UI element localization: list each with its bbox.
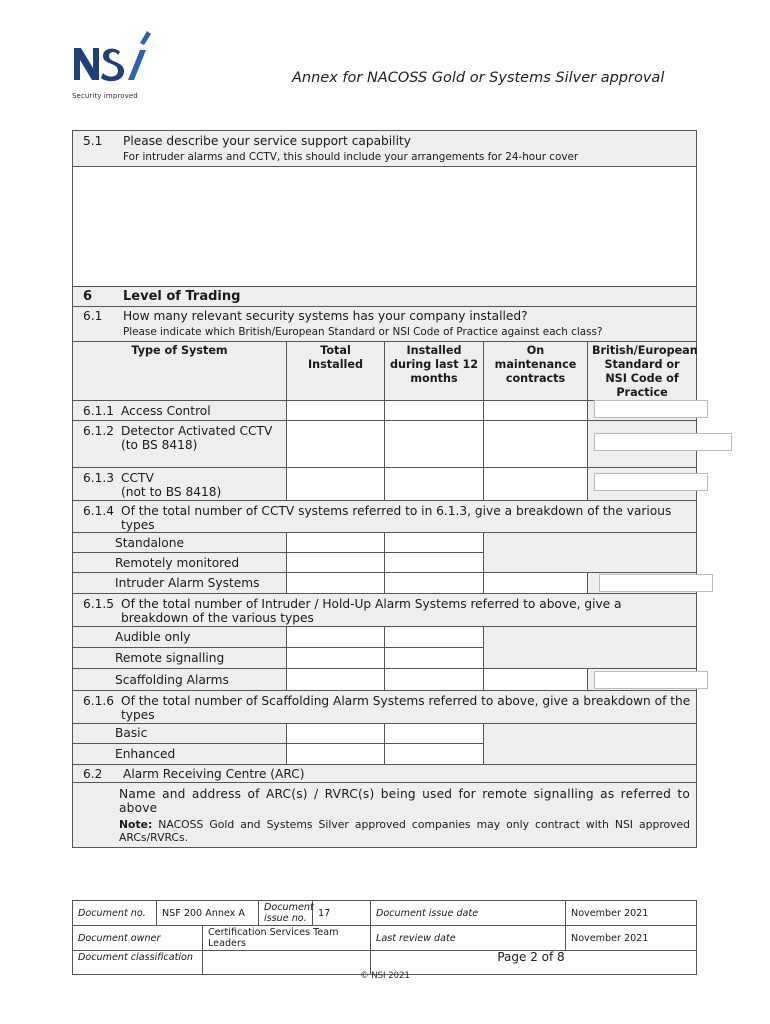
owner-label: Document owner xyxy=(73,926,203,951)
breakdown-label: Enhanced xyxy=(73,744,287,765)
total-installed-input[interactable] xyxy=(287,744,385,765)
blank-cell xyxy=(484,533,697,573)
maintenance-input[interactable] xyxy=(484,573,588,594)
last-12-months-input[interactable] xyxy=(385,401,484,421)
total-installed-input[interactable] xyxy=(287,468,385,501)
annex-title: Annex for NACOSS Gold or Systems Silver approval xyxy=(292,70,665,86)
row-number: 6.1.4 xyxy=(83,504,115,518)
maintenance-input[interactable] xyxy=(484,421,588,468)
maintenance-input[interactable] xyxy=(484,401,588,421)
total-installed-input[interactable] xyxy=(287,421,385,468)
note-label: Note: xyxy=(119,818,153,831)
review-value: November 2021 xyxy=(566,926,697,951)
standard-input-6-1-2[interactable] xyxy=(594,433,732,451)
review-label: Last review date xyxy=(371,926,566,951)
arc-note xyxy=(119,818,690,844)
section-number: 6 xyxy=(83,289,93,304)
standard-input-intruder-alarm[interactable] xyxy=(599,574,713,592)
last-12-months-input[interactable] xyxy=(385,648,484,669)
section-6-row xyxy=(73,287,697,307)
total-installed-input[interactable] xyxy=(287,553,385,573)
total-installed-input[interactable] xyxy=(287,573,385,594)
standard-input-6-1-3[interactable] xyxy=(594,473,708,491)
owner-value: Certification Services Team Leaders xyxy=(203,926,371,951)
section-title: Level of Trading xyxy=(123,289,241,304)
breakdown-label: Remote signalling xyxy=(73,648,287,669)
row-number: 6.1.5 xyxy=(83,597,115,611)
section-6-2-row xyxy=(73,765,697,783)
breakdown-label: Basic xyxy=(73,724,287,744)
standard-input-6-1-1[interactable] xyxy=(594,400,708,418)
last-12-months-input[interactable] xyxy=(385,573,484,594)
breakdown-label: Standalone xyxy=(73,533,287,553)
section-question: Please describe your service support capability xyxy=(123,134,411,148)
row-6-1-5 xyxy=(73,594,697,627)
breakdown-row xyxy=(73,724,697,744)
logo-tagline: Security improved xyxy=(72,92,138,100)
maintenance-input[interactable] xyxy=(484,468,588,501)
blank-cell xyxy=(484,724,697,765)
row-label-note: (not to BS 8418) xyxy=(121,485,222,499)
breakdown-label: Intruder Alarm Systems xyxy=(73,573,287,594)
row-question: Of the total number of Intruder / Hold-Up Alarm Systems referred to above, give a breakdown of the various types xyxy=(121,597,622,625)
section-6-1-row xyxy=(73,307,697,342)
row-6-1-4 xyxy=(73,501,697,533)
row-label: Access Control xyxy=(121,404,211,418)
arc-details-row xyxy=(73,783,697,848)
breakdown-row xyxy=(73,533,697,553)
section-subtext: Please indicate which British/European Standard or NSI Code of Practice against each class? xyxy=(123,326,603,338)
last-12-months-input[interactable] xyxy=(385,468,484,501)
section-question: How many relevant security systems has your company installed? xyxy=(123,309,528,323)
row-label: CCTV xyxy=(121,471,154,485)
arc-question: Name and address of ARC(s) / RVRC(s) being used for remote signalling as referred to above xyxy=(119,787,691,815)
section-5-1-row xyxy=(73,131,697,167)
breakdown-label: Scaffolding Alarms xyxy=(73,669,287,691)
last-12-months-input[interactable] xyxy=(385,533,484,553)
total-installed-input[interactable] xyxy=(287,669,385,691)
col-total-installed: Total Installed xyxy=(287,342,385,401)
breakdown-row xyxy=(73,627,697,648)
last-12-months-input[interactable] xyxy=(385,421,484,468)
document-control-table xyxy=(72,900,697,975)
col-installed-12-months: Installed during last 12 months xyxy=(385,342,484,401)
total-installed-input[interactable] xyxy=(287,627,385,648)
row-number: 6.1.3 xyxy=(83,471,115,485)
section-number: 6.2 xyxy=(83,767,103,781)
col-maintenance-contracts: On maintenance contracts xyxy=(484,342,588,401)
section-number: 5.1 xyxy=(83,134,103,148)
last-12-months-input[interactable] xyxy=(385,724,484,744)
row-number: 6.1.6 xyxy=(83,694,115,708)
section-title: Alarm Receiving Centre (ARC) xyxy=(123,767,305,781)
maintenance-input[interactable] xyxy=(484,669,588,691)
breakdown-label: Audible only xyxy=(73,627,287,648)
last-12-months-input[interactable] xyxy=(385,553,484,573)
total-installed-input[interactable] xyxy=(287,401,385,421)
breakdown-label: Remotely monitored xyxy=(73,553,287,573)
col-standard: British/European Standard or NSI Code of Practice xyxy=(588,342,697,401)
doc-no-value: NSF 200 Annex A xyxy=(157,901,259,926)
doc-no-label: Document no. xyxy=(73,901,157,926)
copyright: © NSI 2021 xyxy=(360,971,410,981)
row-number: 6.1.2 xyxy=(83,424,115,438)
total-installed-input[interactable] xyxy=(287,533,385,553)
total-installed-input[interactable] xyxy=(287,724,385,744)
total-installed-input[interactable] xyxy=(287,648,385,669)
blank-cell xyxy=(484,627,697,669)
last-12-months-input[interactable] xyxy=(385,669,484,691)
row-6-1-6 xyxy=(73,691,697,724)
issue-no-label: Document issue no. xyxy=(259,901,313,926)
section-number: 6.1 xyxy=(83,309,103,323)
classification-label: Document classification xyxy=(73,951,203,975)
last-12-months-input[interactable] xyxy=(385,744,484,765)
issue-date-value: November 2021 xyxy=(566,901,697,926)
column-header-row xyxy=(73,342,697,401)
issue-date-label: Document issue date xyxy=(371,901,566,926)
issue-no-value: 17 xyxy=(313,901,371,926)
last-12-months-input[interactable] xyxy=(385,627,484,648)
row-question: Of the total number of Scaffolding Alarm Systems referred to above, give a breakdown of the types xyxy=(121,694,691,722)
page-number: Page 2 of 8 xyxy=(371,951,697,975)
standard-input-scaffolding[interactable] xyxy=(594,671,708,689)
row-label: Detector Activated CCTV xyxy=(121,424,273,438)
section-subtext: For intruder alarms and CCTV, this should include your arrangements for 24-hour cover xyxy=(123,151,579,163)
col-type-of-system: Type of System xyxy=(73,342,287,401)
row-question: Of the total number of CCTV systems referred to in 6.1.3, give a breakdown of the various types xyxy=(121,504,672,532)
row-number: 6.1.1 xyxy=(83,404,115,418)
row-label-note: (to BS 8418) xyxy=(121,438,198,452)
service-support-answer[interactable] xyxy=(73,167,697,287)
note-text: NACOSS Gold and Systems Silver approved companies may only contract with NSI approved ARCs/RVRCs. xyxy=(119,818,691,844)
